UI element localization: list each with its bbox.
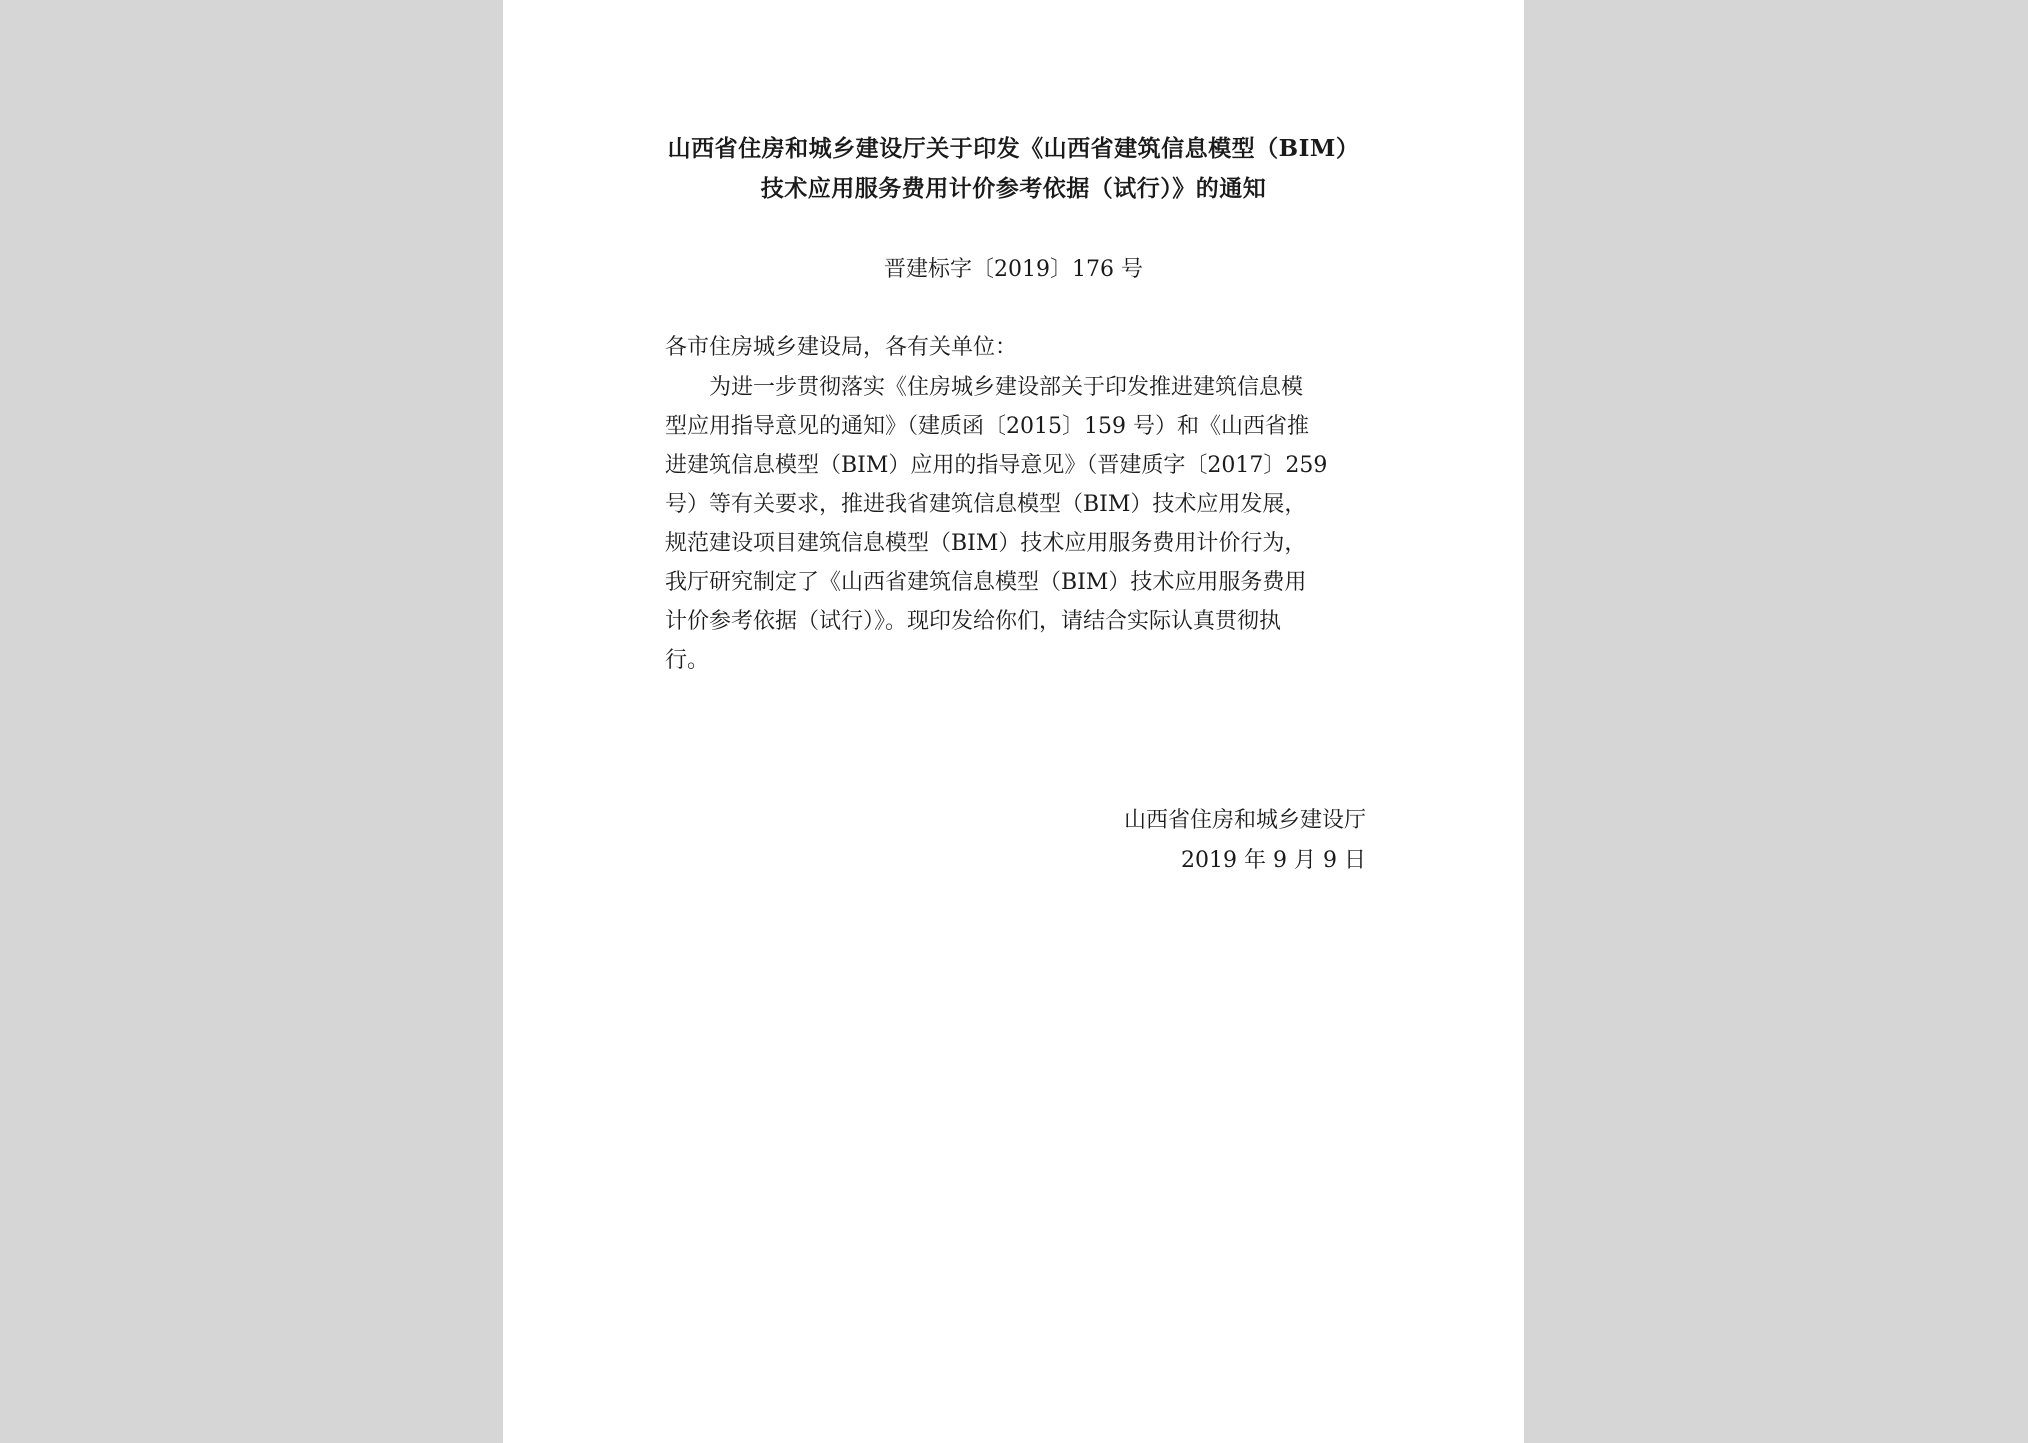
document-page [503, 0, 1524, 1443]
signature-organization: 山西省住房和城乡建设厅 [1123, 808, 1366, 833]
body-line: 行。 [665, 648, 710, 673]
body-line: 我厅研究制定了《山西省建筑信息模型（BIM）技术应用服务费用 [665, 570, 1307, 595]
document-title-line-2: 技术应用服务费用计价参考依据（试行）》的通知 [760, 175, 1267, 202]
signature-date: 2019 年 9 月 9 日 [1181, 848, 1366, 873]
body-line: 规范建设项目建筑信息模型（BIM）技术应用服务费用计价行为， [665, 531, 1307, 556]
body-line: 为进一步贯彻落实《住房城乡建设部关于印发推进建筑信息模 [665, 375, 1304, 400]
body-line: 进建筑信息模型（BIM）应用的指导意见》（晋建质字〔2017〕259 [665, 453, 1328, 478]
document-title-line-1: 山西省住房和城乡建设厅关于印发《山西省建筑信息模型（BIM） [667, 135, 1360, 162]
body-line: 型应用指导意见的通知》（建质函〔2015〕159 号）和《山西省推 [665, 414, 1309, 439]
document-number: 晋建标字〔2019〕176 号 [884, 257, 1143, 282]
salutation: 各市住房城乡建设局，各有关单位： [665, 335, 1018, 360]
body-line: 号）等有关要求，推进我省建筑信息模型（BIM）技术应用发展， [665, 492, 1307, 517]
body-line: 计价参考依据（试行）》。现印发给你们，请结合实际认真贯彻执 [665, 609, 1282, 634]
